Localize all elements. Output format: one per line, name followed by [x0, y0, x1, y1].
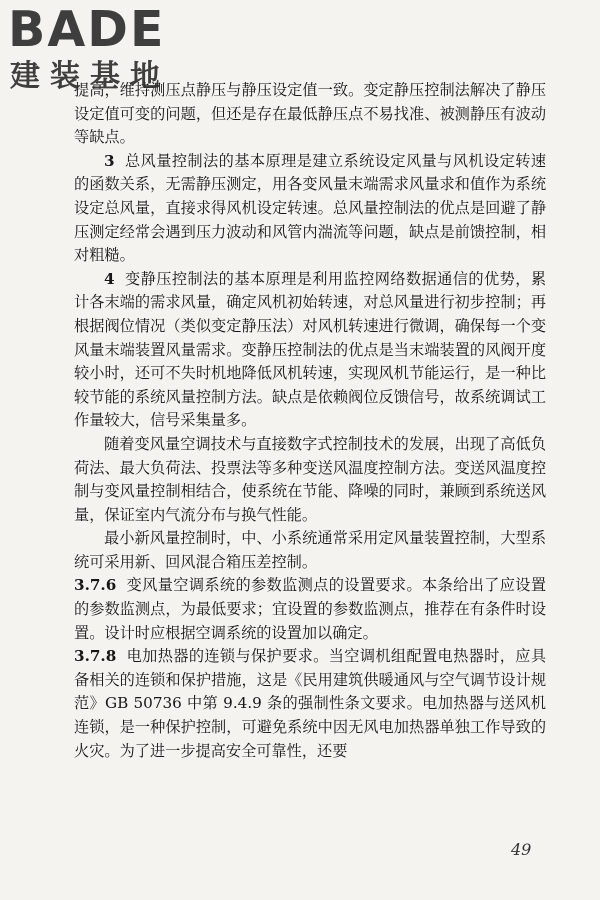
- paragraph-text: 提高，维持测压点静压与静压设定值一致。变定静压控制法解决了静压设定值可变的问题，但还是存在最低静压点不易找准、被测静压有波动等缺点。: [74, 81, 546, 147]
- clause-3-7-8: [74, 645, 546, 763]
- paragraph-body: [74, 527, 546, 574]
- paragraph-text: 变静压控制法的基本原理是利用监控网络数据通信的优势，累计各末端的需求风量，确定风机初始转速，对总风量进行初步控制；再根据阀位情况（类似变定静压法）对风机转速进行微调，确保每一个变风量末端装置风量需求。变静压控制法的优点是当末端装置的风阀开度较小时，还可不失时机地降低风机转速，实现风机节能运行，是一种比较节能的系统风量控制方法。缺点是依赖阀位反馈信号，故系统调试工作量较大，信号采集量多。: [74, 269, 546, 430]
- item-number: 3: [104, 151, 115, 170]
- paragraph-text: 随着变风量空调技术与直接数字式控制技术的发展，出现了高低负荷法、最大负荷法、投票法等多种变送风温度控制方法。变送风温度控制与变风量控制相结合，使系统在节能、降噪的同时，兼顾到系统送风量，保证室内气流分布与换气性能。: [74, 434, 546, 524]
- item-number: 4: [104, 269, 115, 288]
- page-number: 49: [511, 840, 532, 859]
- watermark-logo: [8, 1, 178, 96]
- paragraph-text: 总风量控制法的基本原理是建立系统设定风量与风机设定转速的函数关系，无需静压测定，用各变风量末端需求风量求和值作为系统设定总风量，直接求得风机设定转速。总风量控制法的优点是回避了静压测定经常会遇到压力波动和风管内湍流等问题，缺点是前馈控制，相对粗糙。: [74, 151, 546, 265]
- paragraph-item-3: [74, 150, 546, 268]
- paragraph-text: 电加热器的连锁与保护要求。当空调机组配置电热器时，应具备相关的连锁和保护措施，这是《民用建筑供暖通风与空气调节设计规范》GB 50736 中第 9.4.9 条的强制性条文要求。电加热器与送风机连锁，是一种保护控制，可避免系统中因无风电加热器单独工作导致的火灾。为了进一步提高安全可靠性，还要: [74, 647, 546, 760]
- paragraph-item-4: [74, 268, 546, 433]
- watermark-subtitle: 建装基地: [10, 59, 170, 94]
- paragraph-text: 最小新风量控制时，中、小系统通常采用定风量装置控制，大型系统可采用新、回风混合箱压差控制。: [74, 529, 546, 571]
- page-body: [74, 79, 546, 763]
- clause-3-7-6: [74, 574, 546, 645]
- paragraph-text: 变风量空调系统的参数监测点的设置要求。本条给出了应设置的参数监测点，为最低要求；宜设置的参数监测点，推荐在有条件时设置。设计时应根据空调系统的设置加以确定。: [74, 576, 546, 642]
- watermark-brand: BADE: [8, 1, 166, 58]
- section-number: 3.7.8: [74, 647, 117, 666]
- section-number: 3.7.6: [74, 576, 117, 595]
- paragraph-body: [74, 433, 546, 527]
